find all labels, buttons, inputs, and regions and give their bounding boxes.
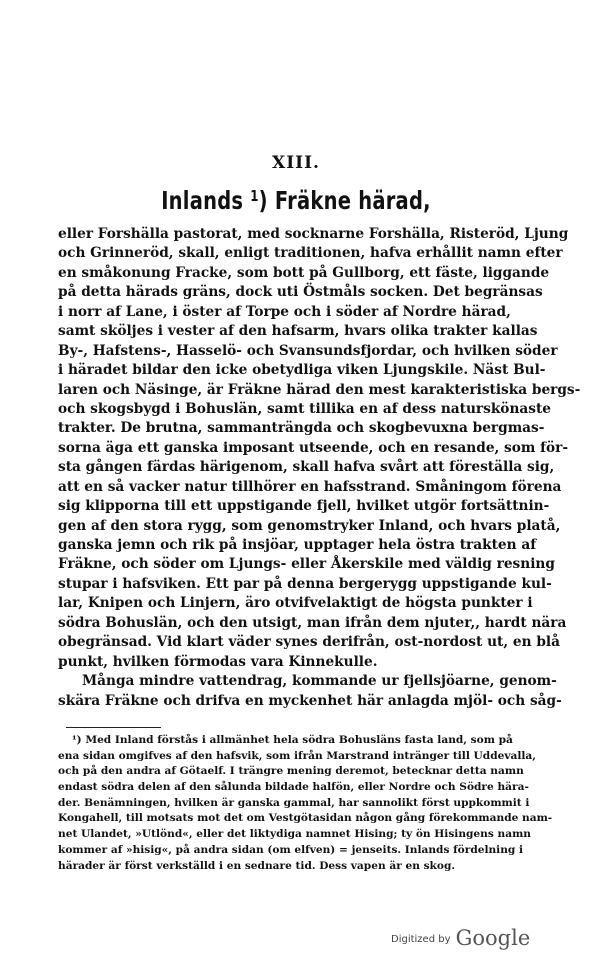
footnote-line: ena sidan omgifves af den hafsvik, som ifrån Marstrand intränger till Uddevalla, — [58, 749, 536, 762]
body-line: sig klipporna till ett uppstigande fjell, hvilket utgör fortsättnin- — [58, 498, 550, 515]
footnote-line: Kongahell, till motsats mot det om Vestgötasidan någon gång förekommande nam- — [58, 812, 553, 825]
footnote-divider — [66, 727, 161, 728]
body-line: ganska jemn och rik på insjöar, upptager hela östra trakten af — [58, 537, 537, 553]
footnote-line: endast södra delen af den sålunda bildade halfön, eller Nordre och Södre härа- — [58, 781, 529, 794]
body-line: och Grinneröd, skall, enligt traditionen, hafva erhållit namn efter — [58, 245, 563, 262]
body-line: och skogsbygd i Bohuslän, samt tillika en af dess naturskönaste — [58, 400, 551, 417]
footnote-reference: 1 — [250, 187, 259, 205]
body-line: lar, Knipen och Linjern, äro otvifvelaktigt de högsta punkter i — [58, 595, 533, 612]
body-line: obegränsad. Vid klart väder synes derifrån, ost-nordost ut, en blå — [58, 634, 560, 651]
body-line: södra Bohuslän, och den utsigt, man ifrån dem njuter,, hardt nära — [58, 614, 567, 631]
footnote-line: kommer af »hisig«, på andra sidan (om elfven) = jenseits. Inlands fördelning i — [58, 843, 524, 856]
chapter-title-main: Inlands — [161, 186, 244, 215]
body-line: en småkonung Fracke, som bott på Gullborg, ett fäste, liggande — [58, 264, 550, 281]
body-line: på detta härads gräns, dock uti Östmåls socken. Det begränsas — [58, 284, 543, 301]
body-line: sta gången färdas härigenom, skall hafva svårt att föreställa sig, — [58, 459, 555, 476]
body-line: Många mindre vattendrag, kommande ur fjellsjöarne, genom- — [82, 673, 557, 690]
footnote-line: och på den andra af Götaelf. I trängre mening deremot, betecknar detta namn — [58, 765, 524, 778]
body-text — [58, 225, 581, 711]
body-line: gen af den stora rygg, som genomstryker Inland, och hvars platå, — [58, 517, 561, 534]
body-line: stupar i hafsviken. Ett par på denna bergerygg uppstigande kul- — [58, 575, 552, 592]
body-line: samt sköljes i vester af den hafsarm, hvars olika trakter kallas — [58, 323, 538, 340]
footnote — [58, 733, 553, 874]
body-line: laren och Näsinge, är Fräkne härad den mest karakteristiska bergs- — [58, 381, 581, 398]
body-line: i norr af Lane, i öster af Torpe och i söder af Nordre härad, — [58, 303, 511, 320]
footnote-line: net Ulandet, »Utlönd«, eller det liktydiga namnet Hising; ty ön Hisingens namn — [58, 828, 532, 841]
body-line: eller Forshälla pastorat, med socknarne Forshälla, Risteröd, Ljung — [58, 226, 569, 242]
google-logo: Google — [455, 926, 531, 950]
footnote-line: der. Benämningen, hvilken är ganska gammal, har sannolikt först uppkommit i — [58, 796, 530, 809]
digitized-watermark — [391, 926, 530, 950]
body-line: trakter. De brutna, sammanträngda och skogbevuxna bergmas- — [58, 420, 545, 437]
body-line: punkt, hvilken förmodas vara Kinnekulle. — [58, 653, 378, 670]
body-line: i häradet bildar den icke obetydliga viken Ljungskile. Näst Bul- — [58, 362, 546, 379]
body-line: Fräkne, och söder om Ljungs- eller Åkerskile med väldig resning — [58, 556, 555, 573]
footnote-line: härader är först verkställd i en sednare tid. Dess vapen är en skog. — [58, 859, 456, 872]
chapter-number: XIII. — [272, 153, 320, 173]
watermark-prefix: Digitized by — [391, 934, 451, 945]
chapter-title-rest: ) Fräkne härad, — [258, 186, 431, 215]
footnote-line: ¹) Med Inland förstås i allmänhet hela södra Bohusläns fasta land, som på — [72, 734, 513, 746]
chapter-title — [65, 186, 527, 215]
body-line: att en så vacker natur tillhörer en hafsstrand. Småningom förena — [58, 478, 562, 495]
body-line: By-, Hafstens-, Hasselö- och Svansundsfjordar, och hvilken söder — [58, 342, 558, 359]
body-line: skära Fräkne och drifva en myckenhet här anlagda mjöl- och såg- — [58, 692, 562, 709]
body-line: sorna äga ett ganska imposant utseende, och en resande, som för- — [58, 439, 569, 456]
